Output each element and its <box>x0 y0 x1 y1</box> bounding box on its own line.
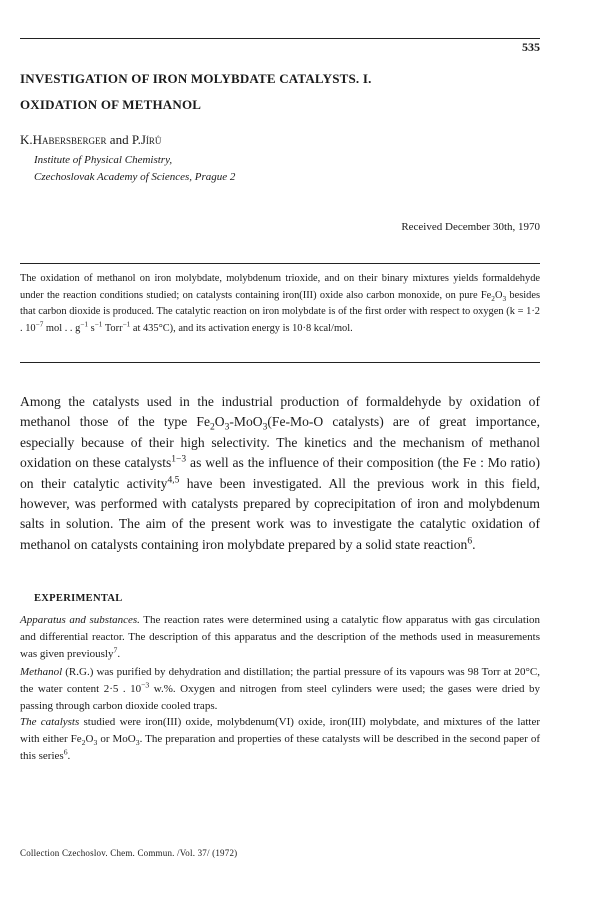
article-title <box>20 66 560 118</box>
intro-text: have been investigated. All the previous work in this field, however, was performed with catalysts prepared by coprecipitation of iron and molybdenum salts in solution. The aim of the present work was to investigate the catalytic oxidation of methanol on catalysts containing iron molybdate prepared by a solid state reaction <box>20 475 540 552</box>
subscript: 2 <box>491 294 495 303</box>
affiliation <box>34 152 235 186</box>
author-conjunction: and <box>109 132 129 147</box>
reference-mark: 6 <box>63 746 68 756</box>
title-line-2: OXIDATION OF METHANOL <box>20 97 202 112</box>
abstract-text: The oxidation of methanol on iron molybdate, molybdenum trioxide, and on their binary mixtures yields formaldehyde under the reaction conditions studied; on catalysts containing iron(III) oxide also carbon monoxide, on pure Fe <box>20 273 540 301</box>
intro-text: . <box>472 536 476 552</box>
superscript: −1 <box>80 320 89 329</box>
paragraph-apparatus <box>20 612 540 662</box>
paragraph-text: . <box>67 749 71 762</box>
paragraph-text: w.%. Oxygen and nitrogen from steel cylinders were used; the gases were dried by passing through carbon dioxide cooled traps. <box>20 682 540 712</box>
superscript: −1 <box>122 320 131 329</box>
subscript: 3 <box>262 423 268 434</box>
paragraph-lead: The catalysts <box>20 716 80 728</box>
journal-footer: Collection Czechoslov. Chem. Commun. /Vol. 37/ (1972) <box>20 848 238 858</box>
section-heading: EXPERIMENTAL <box>34 593 123 604</box>
paragraph-text: . <box>117 647 121 660</box>
intro-text: -MoO <box>229 414 263 430</box>
affiliation-line-2: Czechoslovak Academy of Sciences, Prague 2 <box>34 171 236 183</box>
page-number: 535 <box>522 40 540 54</box>
abstract-top-rule <box>20 263 540 264</box>
reference-mark: 7 <box>113 644 118 654</box>
paragraph-text: . The preparation and properties of these catalysts will be described in the second paper of this series <box>20 732 540 762</box>
header-rule <box>20 38 540 39</box>
abstract-text: mol . . g <box>43 322 81 334</box>
superscript: −7 <box>35 320 44 329</box>
subscript: 2 <box>81 737 86 747</box>
authors <box>20 132 161 148</box>
intro-text: Among the catalysts used in the industrial production of formaldehyde by oxidation of methanol those of the type Fe <box>20 394 540 430</box>
reference-mark: 4,5 <box>167 475 180 486</box>
intro-text: as well as the influence of their composition (the Fe : Mo ratio) on their catalytic activity <box>20 455 540 491</box>
subscript: 3 <box>502 294 507 303</box>
paragraph-lead: Apparatus and substances. <box>20 614 140 626</box>
subscript: 3 <box>135 737 140 747</box>
paragraph-text: studied were iron(III) oxide, molybdenum(VI) oxide, iron(III) molybdate, and mixtures of the latter with either Fe <box>20 716 540 745</box>
introduction <box>20 392 540 555</box>
paragraph-methanol <box>20 664 540 714</box>
abstract-text: s <box>88 322 95 334</box>
title-line-1: INVESTIGATION OF IRON MOLYBDATE CATALYSTS. I. <box>20 71 372 86</box>
abstract <box>20 271 540 337</box>
superscript: −1 <box>94 320 103 329</box>
paragraph-text: O <box>85 732 94 745</box>
subscript: 3 <box>224 423 230 434</box>
abstract-text: besides that carbon dioxide is produced. The catalytic reaction on iron molybdate is of the first order with respect to oxygen (k = 1·2 . 10 <box>20 289 540 334</box>
affiliation-line-1: Institute of Physical Chemistry, <box>34 154 173 166</box>
abstract-text: O <box>494 289 503 301</box>
paragraph-lead: Methanol <box>20 666 63 678</box>
author-2: P.Jírů <box>131 132 162 147</box>
abstract-bottom-rule <box>20 362 540 363</box>
reference-mark: 6 <box>467 536 473 547</box>
paragraph-text: The reaction rates were determined using a catalytic flow apparatus with gas circulation and differential reactor. The description of this apparatus and the description of the methods used in measurements was given previously <box>20 614 540 660</box>
author-1: K.Habersberger <box>20 132 107 147</box>
paragraph-text: or MoO <box>97 732 136 745</box>
intro-text: (Fe-Mo-O catalysts) are of great importance, especially because of their high selectivity. The kinetics and the mechanism of methanol oxidation on these catalysts <box>20 414 540 471</box>
reference-mark: 1−3 <box>171 454 187 465</box>
paragraph-text: (R.G.) was purified by dehydration and distillation; the partial pressure of its vapours was 98 Torr at 20°C, the water content 2·5 . 10 <box>20 666 540 695</box>
paragraph-catalysts <box>20 714 540 764</box>
abstract-text: Torr <box>102 322 123 334</box>
received-date: Received December 30th, 1970 <box>401 221 540 233</box>
intro-text: O <box>214 414 225 430</box>
abstract-text: at 435°C), and its activation energy is 10·8 kcal/mol. <box>130 322 353 334</box>
subscript: 2 <box>210 423 215 434</box>
superscript: −3 <box>141 680 150 690</box>
subscript: 3 <box>93 737 98 747</box>
